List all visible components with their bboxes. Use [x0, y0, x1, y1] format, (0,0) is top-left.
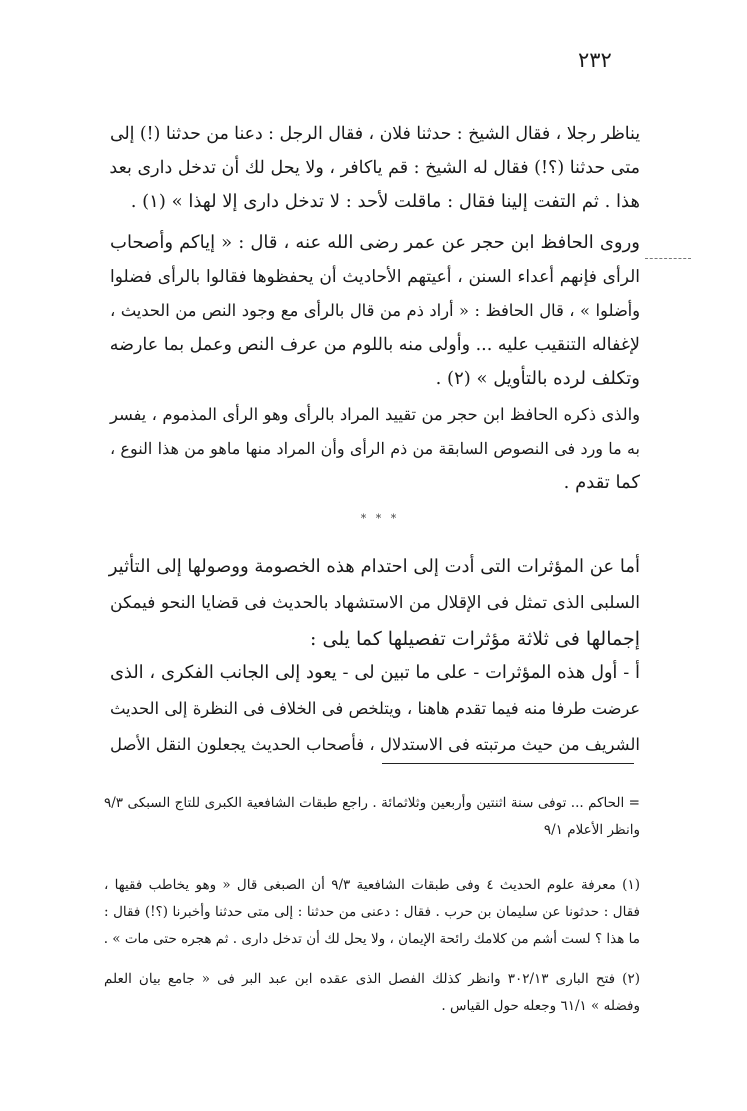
text-line: الشريف من حيث مرتبته فى الاستدلال ، فأصحاب الحديث يجعلون النقل الأصل: [110, 735, 640, 754]
text-line: إجمالها فى ثلاثة مؤثرات تفصيلها كما يلى :: [310, 628, 640, 650]
paragraph-4: [110, 549, 640, 657]
text-line: لإغفاله التنقيب عليه ... وأولى منه باللوم من عرف النص وعمل بما عارضه: [109, 335, 640, 355]
paragraph-2: [110, 226, 640, 396]
footnote-line: وانظر الأعلام ٩/١: [543, 822, 640, 838]
margin-mark: [645, 258, 691, 259]
text-line: يناظر رجلا ، فقال الشيخ : حدثنا فلان ، فقال الرجل : دعنا من حدثنا (!) إلى: [110, 124, 640, 144]
section-separator: * * *: [360, 512, 400, 525]
text-line: وتكلف لرده بالتأويل » (٢) .: [435, 368, 640, 389]
footnote-line: = الحاكم ... توفى سنة اثنتين وأربعين وثلاثمائة . راجع طبقات الشافعية الكبرى للتاج السبكى ٩/٣: [104, 795, 640, 811]
text-line: متى حدثنا (؟!) فقال له الشيخ : قم ياكافر ، ولا يحل لك أن تدخل دارى بعد: [109, 158, 640, 178]
footnote-divider: [382, 763, 634, 764]
footnote-line: ما هذا ؟ لست أشم من كلامك رائحة الإيمان ، ولا يحل لك أن تدخل دارى . ثم هجره حتى مات » .: [103, 931, 640, 947]
footnote-1: [104, 872, 640, 953]
text-line: السلبى الذى تمثل فى الإقلال من الاستشهاد بالحديث فى قضايا النحو فيمكن: [110, 593, 640, 613]
text-line: والذى ذكره الحافظ ابن حجر من تقييد المراد بالرأى وهو الرأى المذموم ، يفسر: [110, 405, 640, 424]
page-number: ٢٣٢: [578, 48, 612, 72]
text-line: هذا . ثم التفت إلينا فقال : ماقلت لأحد : لا تدخل دارى إلا لهذا » (١) .: [130, 191, 640, 212]
text-line: أ - أول هذه المؤثرات - على ما تبين لى - يعود إلى الجانب الفكرى ، الذى: [110, 663, 640, 683]
footnote-line: فقال : حدثونا عن سليمان بن حرب . فقال : دعنى من حدثنا : إلى متى حدثنا وأخبرنا (؟!) فقال :: [104, 904, 640, 920]
footnote-continued: [104, 790, 640, 844]
text-line: به ما ورد فى النصوص السابقة من ذم الرأى وأن المراد منها ماهو من هذا النوع ،: [110, 439, 640, 458]
text-line: وروى الحافظ ابن حجر عن عمر رضى الله عنه ، قال : « إياكم وأصحاب: [110, 232, 640, 253]
text-line: عرضت طرفا منه فيما تقدم هاهنا ، ويتلخص فى الخلاف فى النظرة إلى الحديث: [110, 699, 640, 718]
footnote-2: [104, 966, 640, 1020]
footnote-line: وفضله » ٦١/١ وجعله حول القياس .: [441, 998, 640, 1014]
text-line: أما عن المؤثرات التى أدت إلى احتدام هذه الخصومة ووصولها إلى التأثير: [108, 556, 640, 577]
paragraph-5: [110, 655, 640, 763]
paragraph-3: [110, 398, 640, 500]
text-line: كما تقدم .: [563, 472, 640, 493]
paragraph-1: [110, 117, 640, 219]
text-line: وأضلوا » ، قال الحافظ : « أراد ذم من قال بالرأى مع وجود النص من الحديث ،: [110, 301, 640, 320]
footnote-line: (١) معرفة علوم الحديث ٤ وفى طبقات الشافعية ٩/٣ أن الصبغى قال « وهو يخاطب فقيها ،: [104, 877, 640, 893]
text-line: الرأى فإنهم أعداء السنن ، أعيتهم الأحاديث أن يحفظوها فقالوا بالرأى فضلوا: [110, 267, 640, 287]
footnote-line: (٢) فتح البارى ٣٠٢/١٣ وانظر كذلك الفصل الذى عقده ابن عبد البر فى « جامع بيان العلم: [104, 971, 640, 987]
